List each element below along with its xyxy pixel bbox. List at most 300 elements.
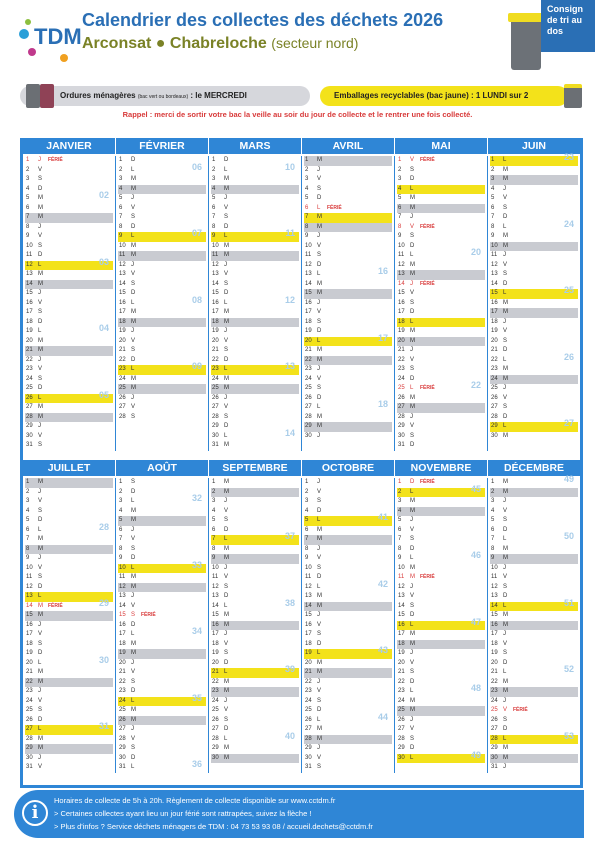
day-row	[304, 744, 392, 754]
day-letter: M	[317, 593, 322, 599]
day-number: 17	[491, 309, 498, 315]
month-headers-h1	[23, 138, 580, 154]
day-letter: J	[410, 650, 413, 656]
page-subtitle	[82, 35, 358, 53]
day-row	[25, 735, 113, 745]
day-number: 22	[212, 356, 219, 363]
day-letter: S	[503, 583, 508, 590]
day-letter: J	[410, 347, 413, 353]
day-row	[397, 602, 485, 612]
week-number: 24	[563, 218, 574, 229]
day-letter: S	[224, 347, 229, 353]
week-number: 31	[98, 721, 109, 731]
day-number: 20	[398, 659, 405, 666]
day-letter: M	[410, 195, 415, 201]
week-number: 25	[563, 285, 574, 295]
day-row	[490, 744, 578, 754]
day-number: 2	[305, 488, 309, 495]
day-row	[118, 516, 206, 526]
day-row	[304, 318, 392, 328]
day-letter: V	[317, 754, 322, 761]
day-row	[397, 308, 485, 318]
day-row	[490, 270, 578, 280]
week-number: 06	[191, 161, 202, 172]
day-row	[25, 166, 113, 176]
month-header: MAI	[395, 138, 488, 154]
day-row	[25, 223, 113, 233]
day-letter: S	[410, 166, 415, 173]
day-row	[397, 441, 485, 451]
day-number: 5	[398, 195, 402, 201]
day-row	[397, 697, 485, 707]
day-row	[397, 735, 485, 745]
day-number: 16	[398, 621, 405, 628]
day-row	[490, 573, 578, 583]
day-number: 29	[398, 423, 405, 429]
day-row	[304, 308, 392, 318]
day-number: 28	[26, 735, 33, 742]
day-number: 7	[119, 536, 123, 542]
day-number: 20	[26, 337, 33, 344]
day-row	[397, 318, 485, 328]
day-letter: M	[410, 697, 415, 704]
week-number: 33	[191, 559, 202, 570]
day-row	[25, 289, 113, 299]
day-row	[397, 535, 485, 545]
day-row	[397, 327, 485, 337]
day-letter: J	[38, 555, 41, 561]
day-number: 28	[119, 735, 126, 742]
day-letter: V	[131, 404, 136, 410]
day-row	[211, 441, 299, 451]
day-row	[490, 175, 578, 185]
day-number: 10	[398, 564, 405, 571]
day-number: 17	[212, 309, 219, 315]
day-letter: L	[503, 536, 507, 542]
day-letter: D	[131, 223, 136, 230]
day-letter: M	[224, 488, 229, 495]
day-number: 13	[212, 593, 219, 599]
day-letter: L	[131, 299, 135, 306]
day-number: 11	[119, 252, 126, 258]
day-row	[118, 413, 206, 423]
day-row	[490, 621, 578, 631]
day-number: 20	[119, 337, 126, 344]
day-letter: J	[410, 583, 413, 590]
day-number: 23	[491, 366, 498, 372]
day-letter: J	[38, 754, 41, 761]
day-row	[490, 545, 578, 555]
day-letter: S	[131, 545, 136, 552]
week-number: 43	[377, 645, 388, 655]
day-letter: V	[503, 574, 508, 580]
day-number: 15	[26, 290, 33, 296]
day-letter: M	[131, 507, 136, 514]
day-letter: S	[317, 631, 322, 637]
day-number: 26	[491, 716, 498, 723]
day-letter: D	[317, 574, 322, 580]
day-number: 6	[398, 526, 402, 533]
day-row	[490, 337, 578, 347]
day-row	[397, 175, 485, 185]
day-row	[25, 521, 113, 536]
day-letter: V	[317, 176, 322, 182]
day-row	[118, 361, 206, 375]
day-number: 4	[491, 507, 495, 514]
day-number: 26	[212, 394, 219, 401]
day-number: 4	[26, 185, 30, 192]
day-number: 13	[119, 271, 126, 277]
day-number: 19	[212, 650, 219, 656]
day-number: 24	[305, 375, 312, 382]
day-letter: D	[410, 309, 415, 315]
day-number: 1	[491, 157, 495, 163]
day-letter: V	[224, 640, 229, 647]
day-letter: L	[503, 669, 507, 675]
day-number: 14	[26, 602, 33, 609]
day-row	[25, 389, 113, 404]
day-number: 29	[491, 745, 498, 751]
day-letter: D	[224, 726, 229, 732]
day-row	[211, 478, 299, 488]
day-row	[118, 403, 206, 413]
week-number: 18	[377, 399, 388, 409]
day-row	[397, 289, 485, 299]
day-row	[490, 384, 578, 394]
day-letter: M	[224, 442, 229, 448]
day-row	[118, 294, 206, 309]
day-row	[397, 507, 485, 517]
day-letter: M	[224, 252, 229, 258]
day-number: 20	[491, 337, 498, 344]
day-number: 6	[491, 526, 495, 533]
day-letter: S	[503, 271, 508, 277]
day-letter: L	[131, 233, 135, 239]
day-row	[118, 337, 206, 347]
week-number: 38	[284, 597, 295, 608]
month-column	[395, 478, 488, 773]
day-letter: M	[317, 659, 322, 666]
holiday-label: FÉRIÉ	[420, 385, 435, 391]
day-number: 8	[491, 545, 495, 552]
day-row	[211, 507, 299, 517]
day-row	[211, 583, 299, 593]
day-letter: M	[410, 498, 415, 504]
day-number: 3	[491, 498, 495, 504]
day-letter: S	[131, 413, 136, 420]
day-row	[25, 413, 113, 423]
week-number: 07	[191, 228, 202, 238]
day-number: 2	[212, 488, 216, 495]
day-letter: M	[503, 688, 508, 694]
day-number: 27	[491, 404, 498, 410]
day-number: 10	[212, 242, 219, 249]
day-row	[25, 564, 113, 574]
day-number: 28	[305, 413, 312, 420]
day-row	[304, 266, 392, 280]
week-number: 30	[98, 654, 109, 665]
day-row	[118, 346, 206, 356]
day-row	[490, 497, 578, 507]
week-number: 45	[470, 483, 481, 494]
day-row	[304, 497, 392, 507]
day-number: 26	[398, 394, 405, 401]
day-number: 21	[119, 669, 126, 675]
day-number: 12	[26, 261, 33, 268]
day-letter: J	[503, 318, 506, 325]
day-number: 15	[398, 290, 405, 296]
subtitle-communes: Arconsat ● Chabreloche	[82, 35, 267, 52]
day-number: 14	[398, 280, 405, 287]
day-letter: L	[38, 659, 42, 666]
day-letter: S	[131, 612, 136, 618]
day-number: 3	[26, 498, 30, 504]
day-row	[211, 554, 299, 564]
day-row	[490, 611, 578, 621]
day-letter: J	[224, 564, 227, 571]
day-row	[490, 531, 578, 545]
day-letter: M	[38, 195, 43, 201]
day-letter: V	[224, 707, 229, 713]
day-row	[304, 213, 392, 223]
day-letter: V	[503, 507, 508, 514]
day-number: 1	[26, 157, 30, 163]
day-row	[118, 478, 206, 488]
week-number: 09	[191, 361, 202, 371]
day-number: 6	[119, 526, 123, 533]
day-number: 18	[305, 318, 312, 325]
day-number: 5	[212, 517, 216, 523]
day-number: 26	[398, 716, 405, 723]
day-row	[304, 194, 392, 204]
holiday-label: FÉRIÉ	[48, 157, 63, 163]
day-letter: D	[224, 659, 229, 666]
day-row	[490, 678, 578, 688]
day-letter: S	[317, 185, 322, 192]
day-letter: M	[503, 621, 508, 628]
day-letter: S	[410, 233, 415, 239]
week-number: 29	[98, 597, 109, 608]
day-row	[118, 659, 206, 669]
day-row	[211, 516, 299, 526]
day-number: 6	[398, 204, 402, 211]
day-letter: L	[503, 356, 507, 363]
day-letter: M	[38, 612, 43, 618]
day-letter: D	[224, 290, 229, 296]
day-row	[304, 659, 392, 669]
holiday-label: FÉRIÉ	[420, 479, 435, 485]
day-row	[490, 706, 578, 716]
day-letter: S	[503, 650, 508, 656]
day-number: 29	[305, 423, 312, 429]
day-letter: J	[38, 488, 41, 495]
day-row	[25, 232, 113, 242]
day-letter: M	[224, 612, 229, 618]
day-row	[397, 394, 485, 404]
day-number: 30	[491, 754, 498, 761]
day-number: 12	[398, 261, 405, 268]
week-number: 16	[377, 266, 388, 276]
day-letter: M	[503, 678, 508, 685]
day-number: 19	[26, 328, 33, 334]
day-letter: M	[317, 423, 322, 429]
day-number: 14	[305, 280, 312, 287]
day-number: 28	[26, 413, 33, 420]
day-row	[211, 716, 299, 726]
day-number: 31	[398, 442, 405, 448]
day-number: 28	[398, 735, 405, 742]
day-letter: L	[503, 290, 507, 296]
day-number: 23	[212, 366, 219, 372]
day-number: 11	[212, 574, 219, 580]
day-letter: M	[503, 488, 508, 495]
day-letter: M	[38, 545, 43, 552]
day-number: 9	[398, 233, 402, 239]
week-number: 48	[470, 683, 481, 693]
day-number: 9	[212, 555, 216, 561]
day-letter: S	[224, 214, 229, 220]
day-number: 12	[491, 583, 498, 590]
day-number: 13	[119, 593, 126, 599]
day-letter: V	[131, 536, 136, 542]
day-row	[304, 711, 392, 726]
day-number: 6	[26, 526, 30, 533]
day-letter: L	[410, 488, 414, 495]
day-letter: M	[503, 612, 508, 618]
day-letter: L	[224, 432, 228, 439]
day-row	[397, 346, 485, 356]
day-letter: M	[224, 555, 229, 561]
day-letter: J	[503, 564, 506, 571]
day-letter: L	[38, 526, 42, 533]
day-number: 8	[491, 223, 495, 230]
day-row	[490, 432, 578, 442]
day-number: 28	[305, 735, 312, 742]
day-letter: V	[317, 555, 322, 561]
day-letter: V	[38, 299, 43, 306]
day-number: 12	[305, 583, 312, 590]
day-row	[397, 213, 485, 223]
day-letter: J	[224, 631, 227, 637]
day-row	[25, 488, 113, 498]
week-number: 23	[563, 152, 574, 162]
holiday-label: FÉRIÉ	[420, 574, 435, 580]
day-row	[304, 554, 392, 564]
day-number: 1	[212, 157, 216, 163]
day-row	[118, 611, 206, 621]
day-letter: M	[38, 337, 43, 344]
day-letter: J	[38, 621, 41, 628]
week-number: 26	[563, 351, 574, 362]
day-number: 5	[491, 195, 495, 201]
day-letter: D	[503, 593, 508, 599]
day-number: 6	[305, 204, 309, 211]
day-row	[25, 630, 113, 640]
day-letter: M	[410, 707, 415, 713]
day-letter: S	[224, 716, 229, 723]
day-letter: M	[410, 271, 415, 277]
day-number: 24	[119, 375, 126, 382]
month-header: SEPTEMBRE	[209, 460, 302, 476]
day-letter: S	[317, 697, 322, 704]
day-letter: M	[317, 413, 322, 420]
day-number: 11	[212, 252, 219, 258]
day-number: 9	[26, 555, 30, 561]
day-letter: J	[131, 659, 134, 666]
day-number: 18	[305, 640, 312, 647]
day-letter: M	[38, 735, 43, 742]
day-letter: J	[224, 261, 227, 268]
day-letter: V	[410, 659, 415, 666]
day-row	[490, 687, 578, 697]
day-letter: S	[503, 337, 508, 344]
day-number: 10	[212, 564, 219, 571]
day-letter: V	[131, 337, 136, 344]
day-row	[211, 175, 299, 185]
day-row	[25, 299, 113, 309]
day-row	[25, 597, 113, 612]
day-row	[118, 649, 206, 659]
day-number: 15	[26, 612, 33, 618]
day-row	[304, 289, 392, 299]
day-letter: D	[503, 347, 508, 353]
day-letter: S	[224, 583, 229, 590]
day-number: 27	[398, 726, 405, 732]
day-number: 18	[212, 640, 219, 647]
day-letter: M	[131, 640, 136, 647]
day-row	[211, 280, 299, 290]
day-number: 22	[398, 678, 405, 685]
day-letter: M	[131, 716, 136, 723]
day-row	[25, 744, 113, 754]
day-row	[490, 394, 578, 404]
day-row	[490, 474, 578, 488]
day-number: 18	[491, 318, 498, 325]
day-letter: D	[410, 678, 415, 685]
day-letter: V	[410, 356, 415, 363]
legend	[20, 84, 582, 106]
week-number: 40	[284, 730, 295, 741]
day-number: 6	[212, 526, 216, 533]
day-letter: D	[410, 479, 415, 485]
day-letter: M	[131, 242, 136, 249]
day-letter: J	[38, 157, 41, 163]
day-letter: M	[38, 413, 43, 420]
month-header: MARS	[209, 138, 302, 154]
day-number: 20	[491, 659, 498, 666]
day-row	[490, 299, 578, 309]
legend-ordures-bins: (bac vert ou bordeaux)	[137, 94, 189, 100]
day-number: 10	[119, 242, 126, 249]
day-letter: S	[410, 299, 415, 306]
day-row	[25, 573, 113, 583]
day-row	[490, 351, 578, 366]
day-number: 16	[119, 621, 126, 628]
day-letter: L	[410, 318, 414, 325]
day-row	[118, 228, 206, 242]
day-letter: D	[38, 517, 43, 523]
day-number: 14	[491, 280, 498, 287]
day-letter: D	[131, 290, 136, 296]
week-number: 14	[284, 427, 295, 438]
day-row	[211, 706, 299, 716]
day-row	[118, 678, 206, 688]
day-letter: S	[410, 536, 415, 542]
day-number: 17	[398, 309, 405, 315]
day-number: 14	[26, 280, 33, 287]
month-column	[116, 156, 209, 451]
day-row	[304, 356, 392, 366]
